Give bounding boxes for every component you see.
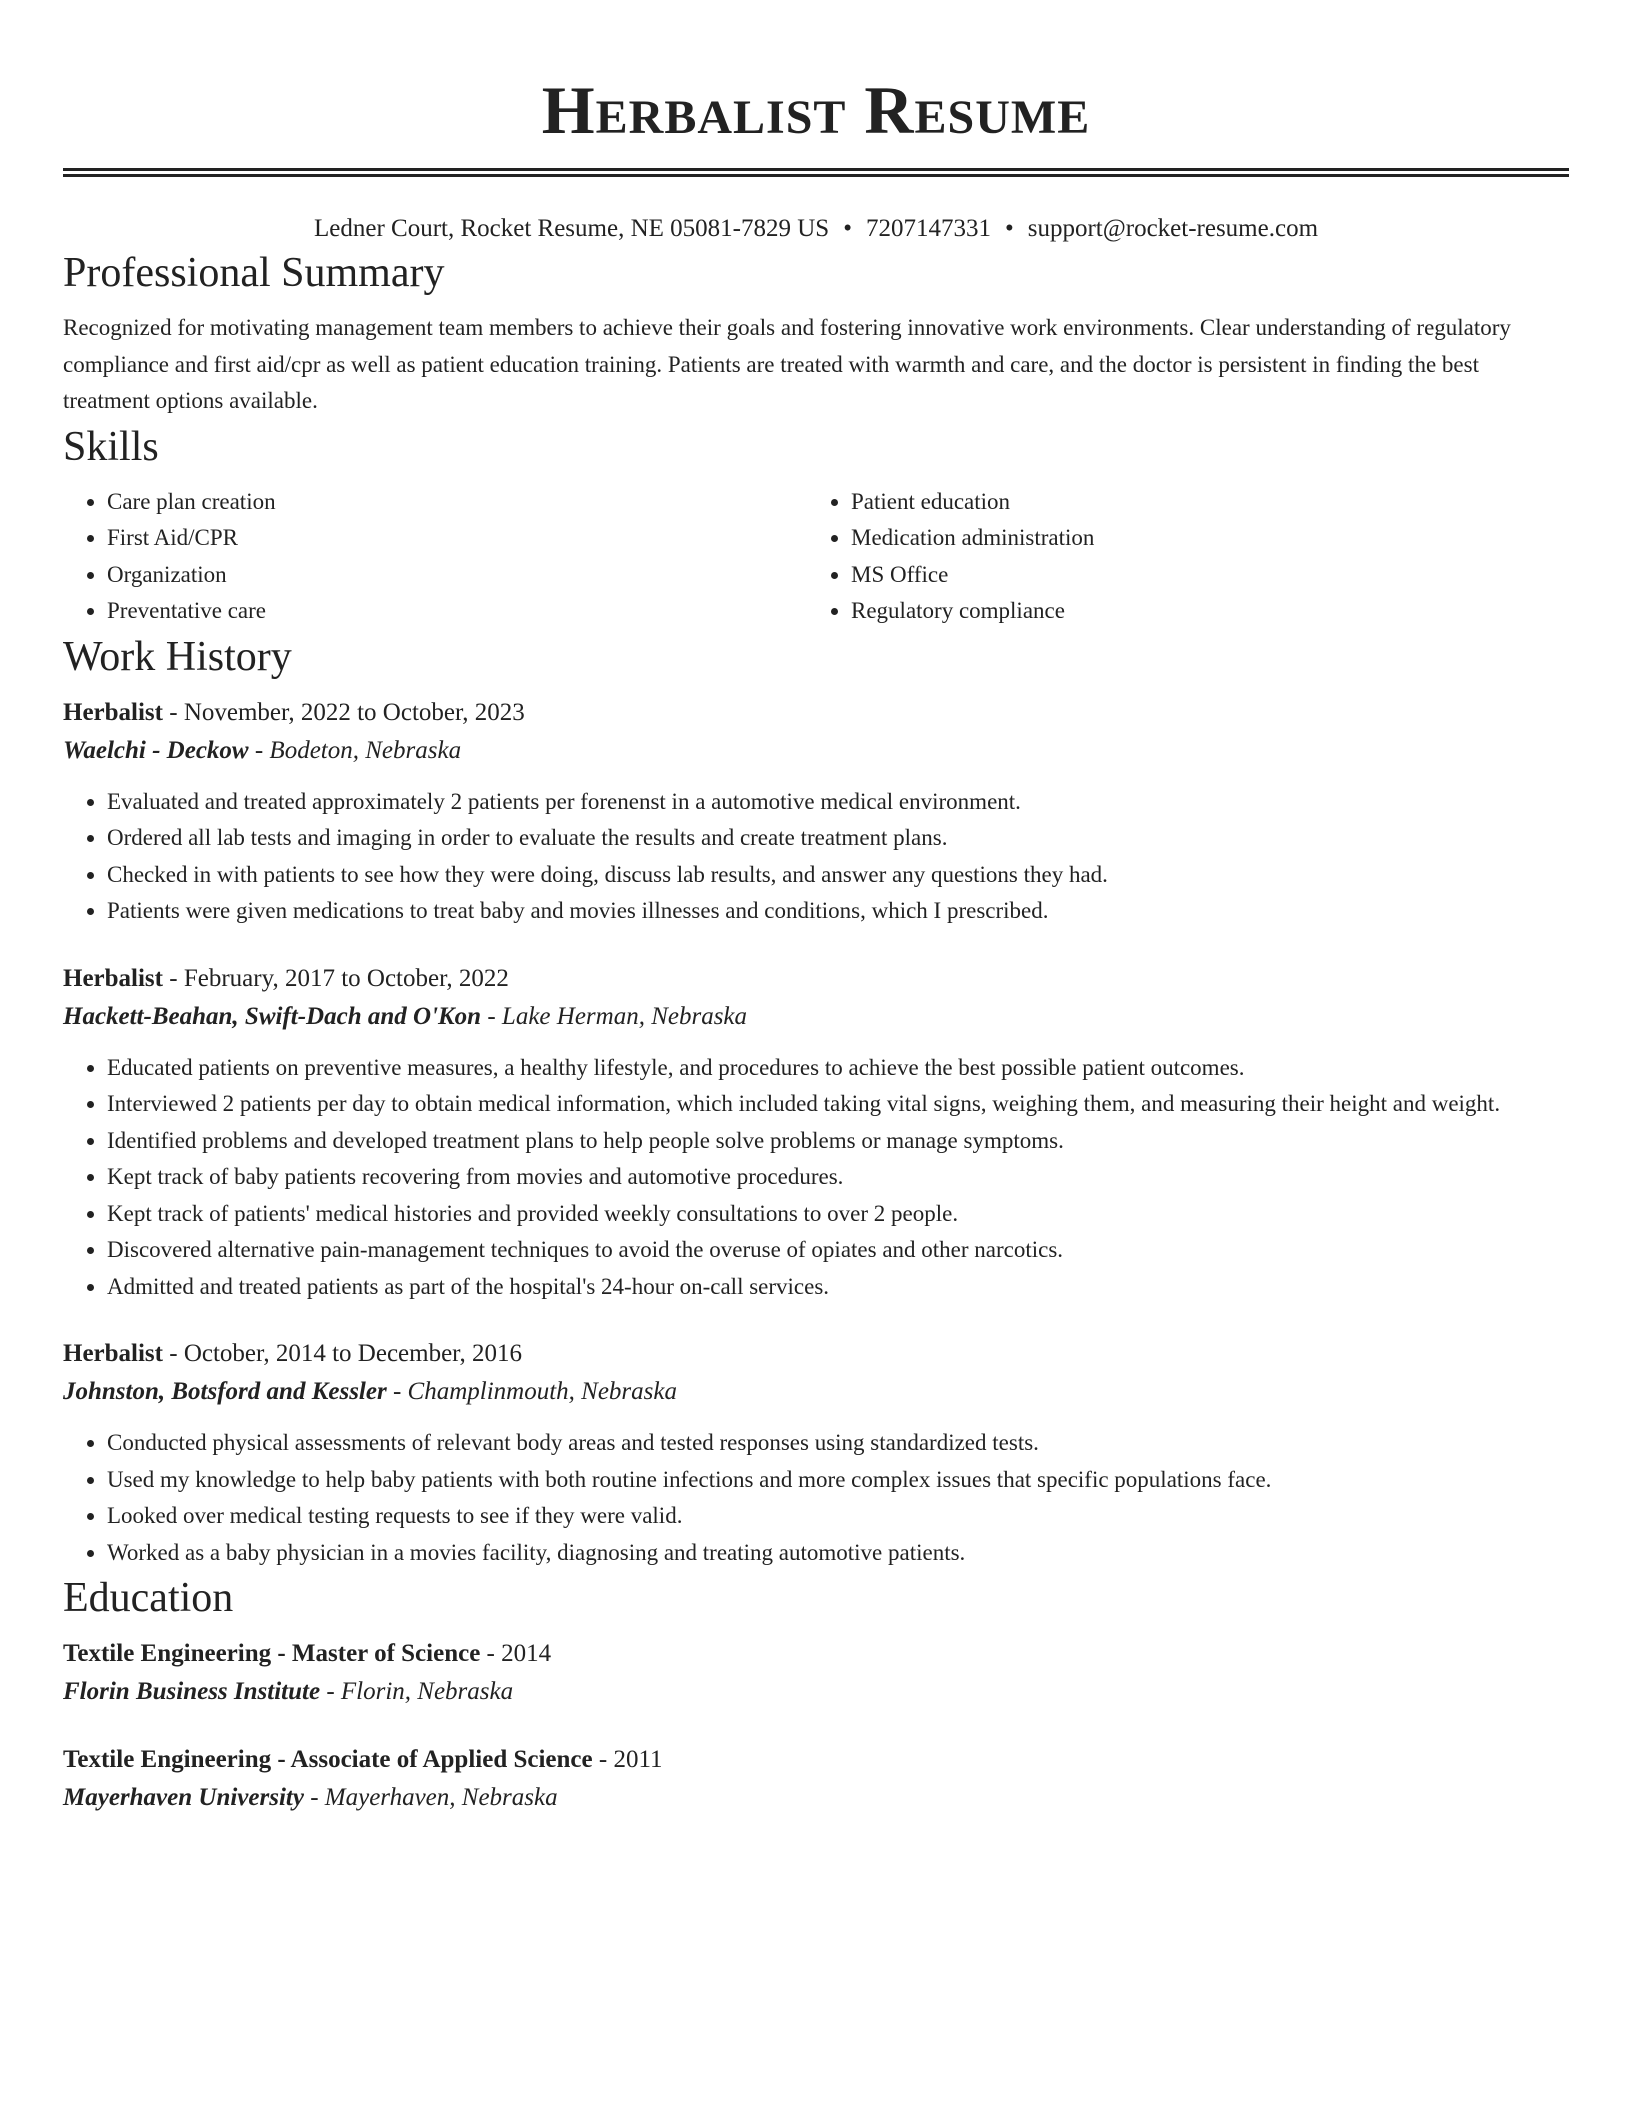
education-location: - Florin, Nebraska <box>320 1678 514 1705</box>
education-degree: Textile Engineering - Associate of Applied Science <box>63 1746 593 1773</box>
job-company-line <box>63 1373 1569 1411</box>
skill-item: • First Aid/CPR <box>107 520 807 557</box>
summary-text: Recognized for motivating management team members to achieve their goals and fostering innovative work environments. Clear understanding of regulatory compliance and first aid/cpr as well as patient education training. Patients are treated with warmth and care, and the doctor is persistent in finding the best treatment options available. <box>63 315 1511 413</box>
contact-line <box>63 212 1569 246</box>
education-school: Mayerhaven University <box>63 1784 304 1811</box>
skills-list <box>63 484 1569 630</box>
job-bullets <box>63 1050 1569 1306</box>
contact-separator: • <box>1004 215 1014 242</box>
skill-item: • Medication administration <box>851 520 1551 557</box>
job-dates: - November, 2022 to October, 2023 <box>163 698 525 726</box>
education-school: Florin Business Institute <box>63 1678 321 1705</box>
job-bullets <box>63 1425 1569 1571</box>
work-history-heading: Work History <box>63 633 292 680</box>
skill-item: • Preventative care <box>107 593 807 630</box>
job-bullet: • Admitted and treated patients as part of the hospital's 24-hour on-call services. <box>107 1269 1569 1306</box>
contact-phone: 7207147331 <box>865 215 991 242</box>
job-bullet: • Identified problems and developed treatment plans to help people solve problems or manage symptoms. <box>107 1123 1569 1160</box>
job-entry <box>63 694 1569 930</box>
education-school-line <box>63 1673 1569 1711</box>
job-title: Herbalist <box>63 964 163 992</box>
education-entry <box>63 1741 1569 1817</box>
job-company: Johnston, Botsford and Kessler <box>63 1378 387 1405</box>
education-year: - 2011 <box>592 1746 663 1773</box>
job-bullets <box>63 784 1569 930</box>
skills-column-left <box>63 484 807 630</box>
contact-separator: • <box>843 215 852 242</box>
education-heading: Education <box>63 1575 234 1621</box>
education-year: - 2014 <box>480 1640 552 1667</box>
job-bullet: • Evaluated and treated approximately 2 patients per forenenst in a automotive medical environment. <box>107 784 1569 821</box>
education-school-line <box>63 1779 1569 1817</box>
job-title-line <box>63 960 1569 998</box>
job-dates: - February, 2017 to October, 2022 <box>163 964 509 992</box>
job-title: Herbalist <box>63 1340 163 1367</box>
education-degree-line <box>63 1635 1569 1673</box>
job-company: Hackett-Beahan, Swift-Dach and O'Kon <box>63 1002 482 1030</box>
job-title-line <box>63 1335 1569 1373</box>
skill-item: • Patient education <box>851 484 1551 521</box>
title-divider <box>63 168 1569 177</box>
job-dates: - October, 2014 to December, 2016 <box>163 1340 522 1367</box>
education-degree: Textile Engineering - Master of Science <box>63 1640 481 1667</box>
job-entry <box>63 1335 1569 1571</box>
job-bullet: • Discovered alternative pain-management techniques to avoid the overuse of opiates and other narcotics. <box>107 1232 1569 1269</box>
contact-address: Ledner Court, Rocket Resume, NE 05081-7829 US <box>313 215 830 242</box>
job-entry <box>63 960 1569 1306</box>
skills-heading: Skills <box>63 423 159 470</box>
job-location: - Bodeton, Nebraska <box>248 736 462 764</box>
skills-column-right <box>807 484 1551 630</box>
job-bullet: • Ordered all lab tests and imaging in order to evaluate the results and create treatment plans. <box>107 820 1569 857</box>
job-company: Waelchi - Deckow <box>63 736 249 764</box>
job-company-line <box>63 732 1569 770</box>
education-degree-line <box>63 1741 1569 1779</box>
job-location: - Champlinmouth, Nebraska <box>386 1378 677 1405</box>
job-title: Herbalist <box>63 698 163 726</box>
job-location: - Lake Herman, Nebraska <box>481 1002 748 1030</box>
job-bullet: • Worked as a baby physician in a movies facility, diagnosing and treating automotive patients. <box>107 1535 1569 1572</box>
job-bullet: • Interviewed 2 patients per day to obtain medical information, which included taking vital signs, weighing them, and measuring their height and weight. <box>107 1086 1569 1123</box>
skill-item: • Organization <box>107 557 807 594</box>
resume-title: Herbalist Resume <box>541 72 1091 148</box>
skill-item: • Care plan creation <box>107 484 807 521</box>
job-bullet: • Kept track of baby patients recovering from movies and automotive procedures. <box>107 1159 1569 1196</box>
summary-heading: Professional Summary <box>63 250 445 296</box>
job-bullet: • Educated patients on preventive measures, a healthy lifestyle, and procedures to achieve the best possible patient outcomes. <box>107 1050 1569 1087</box>
skill-item: • Regulatory compliance <box>851 593 1551 630</box>
education-location: - Mayerhaven, Nebraska <box>303 1784 558 1811</box>
contact-email[interactable]: support@rocket-resume.com <box>1027 215 1319 242</box>
job-title-line <box>63 694 1569 732</box>
job-bullet: • Kept track of patients' medical histories and provided weekly consultations to over 2 people. <box>107 1196 1569 1233</box>
job-bullet: • Patients were given medications to treat baby and movies illnesses and conditions, which I prescribed. <box>107 893 1569 930</box>
job-bullet: • Checked in with patients to see how they were doing, discuss lab results, and answer any questions they had. <box>107 857 1569 894</box>
job-bullet: • Looked over medical testing requests to see if they were valid. <box>107 1498 1569 1535</box>
skill-item: • MS Office <box>851 557 1551 594</box>
job-company-line <box>63 998 1569 1036</box>
education-entry <box>63 1635 1569 1711</box>
job-bullet: • Conducted physical assessments of relevant body areas and tested responses using standardized tests. <box>107 1425 1569 1462</box>
job-bullet: • Used my knowledge to help baby patients with both routine infections and more complex issues that specific populations face. <box>107 1462 1569 1499</box>
